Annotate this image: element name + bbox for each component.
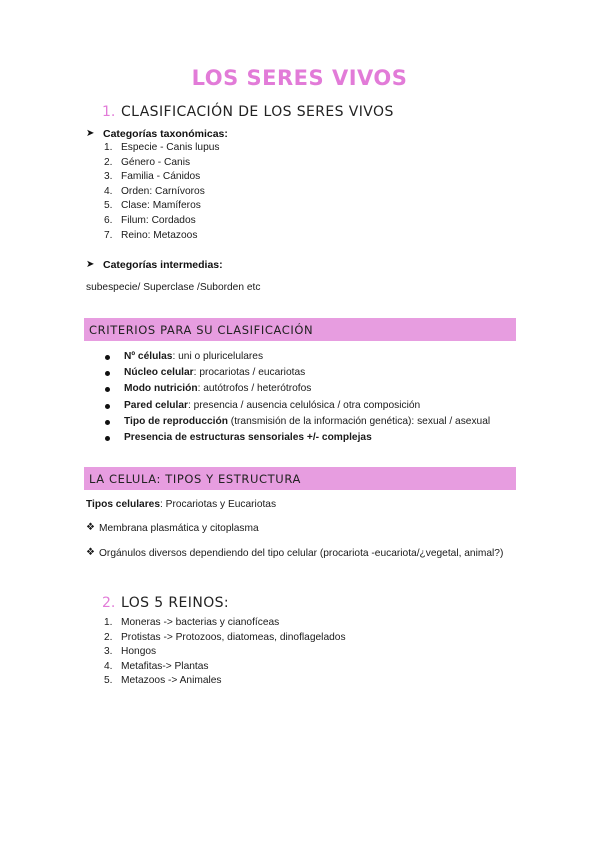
section1-number: 1. bbox=[102, 104, 116, 120]
celula-band bbox=[84, 467, 516, 490]
round-bullet-icon bbox=[105, 436, 110, 441]
cell-types-line: Tipos celulares: Procariotas y Eucariotas bbox=[86, 499, 277, 510]
page-title: LOS SERES VIVOS bbox=[191, 66, 408, 90]
arrowhead-bullet-icon: ➤ bbox=[86, 259, 95, 270]
section2-number: 2. bbox=[102, 595, 116, 611]
round-bullet-icon bbox=[105, 404, 110, 409]
criterios-band bbox=[84, 318, 516, 341]
section2-heading: LOS 5 REINOS: bbox=[121, 595, 230, 611]
intermediate-categories-text: subespecie/ Superclase /Suborden etc bbox=[86, 282, 261, 293]
cell-structure-item: Membrana plasmática y citoplasma bbox=[99, 523, 259, 534]
diamond-bullet-icon: ❖ bbox=[86, 547, 95, 558]
document-page: LOS SERES VIVOS 1. CLASIFICACIÓN DE LOS SERES VIVOS ➤ Categorías taxonómicas: 1. Especie - Canis lupus 2. Género - Canis 3. Familia - Cánidos 4. Orden: Carnívoros 5. Clase: Mamíferos 6. Filum: Cordados 7. Reino: Metazoos ➤ Categorías intermedias: subespecie/ Superclase /Suborden etc CRITERIOS PARA SU CLASIFICACIÓN Nº células: uni o pluricelulares Núcleo celular: procariotas / eucariotas Modo nutrición: autótrofos / heterótrofos Pared celular: presencia / ausencia celulósica / otra composición Tipo de reproducción (transmisión de la información genética): sexual / asexual Presencia de estructuras sensoriales +/- complejas LA CELULA: TIPOS Y ESTRUCTURA Tipos celulares: Procariotas y Eucariotas ❖ Membrana plasmática y citoplasma ❖ Orgánulos diversos dependiendo del tipo celular (procariota -eucariota/¿vegetal, animal?) 2. LOS 5 REINOS: 1. Moneras -> bacterias y cianofíceas 2. Protistas -> Protozoos, diatomeas, dinoflagelados 3. Hongos 4. Metafitas-> Plantas 5. Metazoos -> Animales bbox=[0, 0, 599, 848]
section1-heading: CLASIFICACIÓN DE LOS SERES VIVOS bbox=[121, 104, 394, 120]
round-bullet-icon bbox=[105, 355, 110, 360]
cell-structure-item: Orgánulos diversos dependiendo del tipo celular (procariota -eucariota/¿vegetal, animal?) bbox=[99, 548, 504, 559]
intermediate-categories-title: Categorías intermedias: bbox=[103, 259, 223, 271]
arrowhead-bullet-icon: ➤ bbox=[86, 128, 95, 139]
round-bullet-icon bbox=[105, 420, 110, 425]
round-bullet-icon bbox=[105, 371, 110, 376]
taxonomic-categories-title: Categorías taxonómicas: bbox=[103, 128, 228, 140]
round-bullet-icon bbox=[105, 387, 110, 392]
criterios-band-title: CRITERIOS PARA SU CLASIFICACIÓN bbox=[89, 323, 314, 337]
diamond-bullet-icon: ❖ bbox=[86, 522, 95, 533]
celula-band-title: LA CELULA: TIPOS Y ESTRUCTURA bbox=[89, 472, 301, 486]
